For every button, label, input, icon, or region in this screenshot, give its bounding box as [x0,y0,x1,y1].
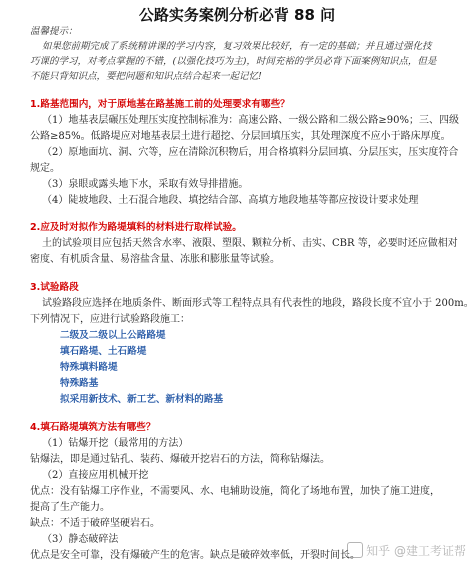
section-text: 密度、有机质含量、易溶盐含量、冻胀和膨胀量等试验。 [30,254,280,265]
section-heading: 2.应及时对拟作为路堤填料的材料进行取样试验。 [30,222,242,233]
watermark-logo-icon [347,542,363,558]
section-text: 规定。 [30,163,60,174]
section-text: 提高了生产能力。 [30,502,110,513]
section-text: （1）地基表层碾压处理压实度控制标准为：高速公路、一级公路和二级公路≥90%；三、四级 [42,115,459,126]
section-text: （4）陡坡地段、土石混合地段、填挖结合部、高填方地段地基等都应按设计要求处理 [42,195,419,206]
section-text: （3）泉眼或露头地下水，采取有效导排措施。 [42,179,249,190]
section-text: （2）直接应用机械开挖 [42,470,149,481]
page-title: 公路实务案例分析必背 88 问 [138,6,336,24]
section-text: （2）原地面坑、洞、穴等，应在清除沉积物后，用合格填料分层回填、分层压实，压实度符合 [42,147,459,158]
section-text: 公路≥85%。低路堤应对地基表层土进行超挖、分层回填压实，其处理深度不应小于路床厚度。 [30,131,451,142]
test-section-item: 填石路堤、土石路堤 [60,346,147,357]
section-text: 土的试验项目应包括天然含水率、液限、塑限、颗粒分析、击实、CBR 等，必要时还应做相对 [42,238,458,249]
section-text: 优点是安全可靠，没有爆破产生的危害。缺点是破碎效率低，开裂时间长。 [30,550,360,561]
test-section-item: 特殊填料路堤 [60,362,118,373]
section-text: 下列情况下，应进行试验路段施工： [30,314,190,325]
section-heading: 4.填石路堤填筑方法有哪些？ [30,422,156,433]
section-text: （3）静态破碎法 [42,534,119,545]
intro-line: 巧课的学习，对考点掌握的不错，(以强化技巧为主)，时间充裕的学员必背下面案例知识点，但是 [30,56,437,67]
test-section-item: 拟采用新技术、新工艺、新材料的路基 [60,394,224,405]
intro-line: 不能只背知识点，要把问题和知识点结合起来一起记忆! [30,71,262,82]
watermark-text: 知乎 @建工考证帮 [366,544,466,558]
test-section-item: 特殊路基 [60,378,99,389]
watermark [347,542,466,559]
section-text: 试验路段应选择在地质条件、断面形式等工程特点具有代表性的地段，路段长度不宜小于 200m。 [42,298,474,309]
section-text: （1）钻爆开挖（最常用的方法） [42,438,189,449]
test-section-item: 二级及二级以上公路路堤 [60,330,166,341]
section-text: 优点：没有钻爆工序作业，不需要风、水、电辅助设施，简化了场地布置，加快了施工进度， [30,486,440,497]
section-heading: 1.路基范围内，对于原地基在路基施工前的处理要求有哪些？ [30,99,290,110]
section-text: 钻爆法，即是通过钻孔、装药、爆破开挖岩石的方法，简称钻爆法。 [30,454,330,465]
section-heading: 3.试验路段 [30,282,79,293]
section-text: 缺点：不适于破碎坚硬岩石。 [30,518,160,529]
intro-label: 温馨提示： [30,26,78,37]
intro-line: 如果您前期完成了系统精讲课的学习内容，复习效果比较好，有一定的基础；并且通过强化技 [42,41,432,52]
